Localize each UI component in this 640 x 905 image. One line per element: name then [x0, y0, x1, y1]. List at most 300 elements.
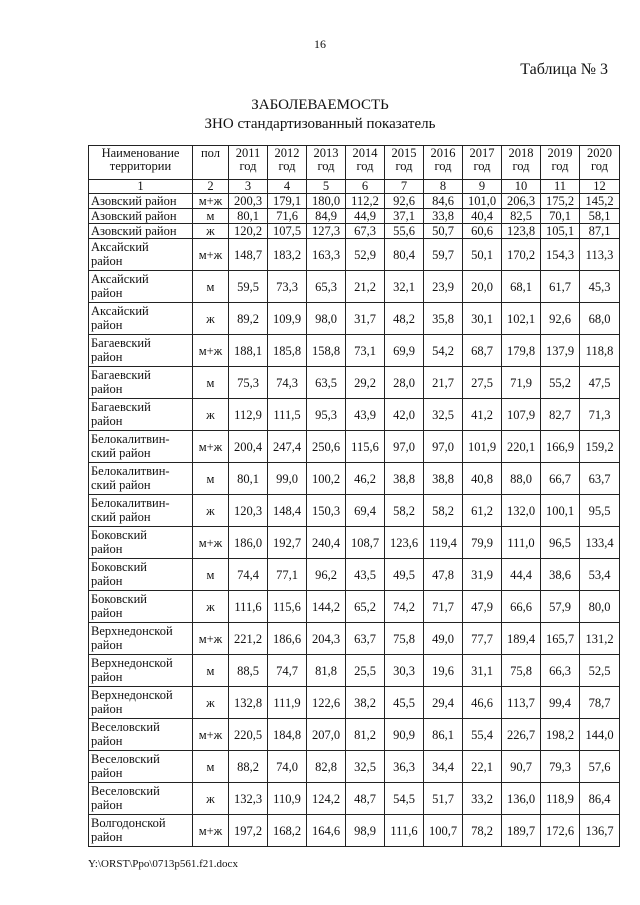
territory-name-line: Азовский район: [91, 194, 177, 208]
value-cell: 92,6: [541, 303, 580, 335]
value-cell: 32,1: [385, 271, 424, 303]
value-cell: 31,1: [463, 655, 502, 687]
value-cell: 119,4: [424, 527, 463, 559]
document-subtitle: ЗНО стандартизованный показатель: [204, 116, 436, 132]
column-header: [193, 146, 229, 180]
value-cell: 99,4: [541, 687, 580, 719]
column-header: [89, 146, 193, 180]
value-cell: 111,0: [502, 527, 541, 559]
value-cell: 101,0: [463, 194, 502, 209]
column-header-line: год: [551, 159, 569, 173]
value-cell: 110,9: [268, 783, 307, 815]
territory-name-line: район: [91, 830, 123, 844]
value-cell: 144,2: [307, 591, 346, 623]
value-cell: 186,6: [268, 623, 307, 655]
value-cell: 131,2: [580, 623, 620, 655]
value-cell: 113,3: [580, 239, 620, 271]
territory-name-line: район: [91, 670, 123, 684]
value-cell: 220,5: [229, 719, 268, 751]
value-cell: 74,0: [268, 751, 307, 783]
column-header-line: год: [434, 159, 452, 173]
value-cell: 90,9: [385, 719, 424, 751]
table-row: [89, 527, 620, 559]
value-cell: 59,7: [424, 239, 463, 271]
column-number: 9: [463, 180, 502, 194]
column-header-line: 2019: [547, 146, 573, 160]
value-cell: 164,6: [307, 815, 346, 847]
territory-name-line: Боковский: [91, 592, 147, 606]
value-cell: 82,7: [541, 399, 580, 431]
value-cell: 47,9: [463, 591, 502, 623]
value-cell: 197,2: [229, 815, 268, 847]
value-cell: 67,3: [346, 224, 385, 239]
territory-name-line: Аксайский: [91, 240, 149, 254]
value-cell: 48,7: [346, 783, 385, 815]
value-cell: 124,2: [307, 783, 346, 815]
value-cell: 145,2: [580, 194, 620, 209]
value-cell: 38,8: [424, 463, 463, 495]
column-header: [463, 146, 502, 180]
territory-name-line: Багаевский: [91, 336, 151, 350]
sex-cell: м: [193, 655, 229, 687]
column-number: 4: [268, 180, 307, 194]
value-cell: 220,1: [502, 431, 541, 463]
value-cell: 115,6: [346, 431, 385, 463]
value-cell: 69,4: [346, 495, 385, 527]
value-cell: 70,1: [541, 209, 580, 224]
value-cell: 30,3: [385, 655, 424, 687]
sex-cell: м: [193, 559, 229, 591]
value-cell: 123,8: [502, 224, 541, 239]
value-cell: 60,6: [463, 224, 502, 239]
value-cell: 86,4: [580, 783, 620, 815]
sex-cell: м: [193, 271, 229, 303]
value-cell: 132,3: [229, 783, 268, 815]
value-cell: 80,4: [385, 239, 424, 271]
value-cell: 179,1: [268, 194, 307, 209]
value-cell: 44,9: [346, 209, 385, 224]
value-cell: 111,6: [385, 815, 424, 847]
sex-cell: ж: [193, 591, 229, 623]
column-header-line: год: [317, 159, 335, 173]
value-cell: 183,2: [268, 239, 307, 271]
value-cell: 57,6: [580, 751, 620, 783]
table-row: [89, 399, 620, 431]
value-cell: 22,1: [463, 751, 502, 783]
value-cell: 74,4: [229, 559, 268, 591]
table-row: [89, 623, 620, 655]
column-number: 1: [89, 180, 193, 194]
value-cell: 53,4: [580, 559, 620, 591]
value-cell: 88,2: [229, 751, 268, 783]
value-cell: 43,5: [346, 559, 385, 591]
column-number: 3: [229, 180, 268, 194]
sex-cell: м+ж: [193, 527, 229, 559]
column-header-line: пол: [200, 146, 220, 160]
value-cell: 95,5: [580, 495, 620, 527]
sex-cell: ж: [193, 783, 229, 815]
value-cell: 36,3: [385, 751, 424, 783]
sex-cell: м+ж: [193, 335, 229, 367]
territory-name: [89, 815, 193, 847]
value-cell: 55,4: [463, 719, 502, 751]
table-row: [89, 367, 620, 399]
sex-cell: м: [193, 209, 229, 224]
column-header-line: год: [356, 159, 374, 173]
value-cell: 71,7: [424, 591, 463, 623]
value-cell: 158,8: [307, 335, 346, 367]
value-cell: 96,2: [307, 559, 346, 591]
territory-name-line: район: [91, 606, 123, 620]
value-cell: 37,1: [385, 209, 424, 224]
value-cell: 43,9: [346, 399, 385, 431]
value-cell: 172,6: [541, 815, 580, 847]
value-cell: 107,9: [502, 399, 541, 431]
table-row: [89, 815, 620, 847]
value-cell: 27,5: [463, 367, 502, 399]
value-cell: 42,0: [385, 399, 424, 431]
value-cell: 240,4: [307, 527, 346, 559]
sex-cell: м+ж: [193, 194, 229, 209]
column-header-line: 2016: [430, 146, 456, 160]
value-cell: 159,2: [580, 431, 620, 463]
value-cell: 54,2: [424, 335, 463, 367]
value-cell: 112,2: [346, 194, 385, 209]
value-cell: 23,9: [424, 271, 463, 303]
value-cell: 49,5: [385, 559, 424, 591]
value-cell: 66,7: [541, 463, 580, 495]
value-cell: 112,9: [229, 399, 268, 431]
value-cell: 63,7: [580, 463, 620, 495]
territory-name-line: район: [91, 254, 123, 268]
value-cell: 133,4: [580, 527, 620, 559]
value-cell: 29,4: [424, 687, 463, 719]
territory-name-line: Верхнедонской: [91, 624, 173, 638]
territory-name: [89, 399, 193, 431]
value-cell: 132,8: [229, 687, 268, 719]
value-cell: 122,6: [307, 687, 346, 719]
table-row: [89, 463, 620, 495]
value-cell: 132,0: [502, 495, 541, 527]
column-header: [502, 146, 541, 180]
value-cell: 63,7: [346, 623, 385, 655]
sex-cell: ж: [193, 495, 229, 527]
value-cell: 88,5: [229, 655, 268, 687]
value-cell: 118,9: [541, 783, 580, 815]
table-row: [89, 224, 620, 239]
value-cell: 46,2: [346, 463, 385, 495]
value-cell: 185,8: [268, 335, 307, 367]
column-header: [307, 146, 346, 180]
value-cell: 65,2: [346, 591, 385, 623]
column-number: 10: [502, 180, 541, 194]
value-cell: 45,5: [385, 687, 424, 719]
sex-cell: ж: [193, 399, 229, 431]
value-cell: 111,9: [268, 687, 307, 719]
value-cell: 80,1: [229, 463, 268, 495]
value-cell: 63,5: [307, 367, 346, 399]
territory-name-line: Веселовский: [91, 720, 160, 734]
territory-name-line: ский район: [91, 478, 151, 492]
territory-name-line: Боковский: [91, 528, 147, 542]
value-cell: 100,7: [424, 815, 463, 847]
sex-cell: м+ж: [193, 239, 229, 271]
value-cell: 65,3: [307, 271, 346, 303]
territory-name: [89, 623, 193, 655]
value-cell: 61,2: [463, 495, 502, 527]
value-cell: 250,6: [307, 431, 346, 463]
value-cell: 99,0: [268, 463, 307, 495]
value-cell: 50,1: [463, 239, 502, 271]
column-header: [268, 146, 307, 180]
territory-name: [89, 655, 193, 687]
value-cell: 47,8: [424, 559, 463, 591]
value-cell: 136,0: [502, 783, 541, 815]
value-cell: 89,2: [229, 303, 268, 335]
sex-cell: м: [193, 751, 229, 783]
column-header: [541, 146, 580, 180]
value-cell: 74,2: [385, 591, 424, 623]
value-cell: 19,6: [424, 655, 463, 687]
value-cell: 186,0: [229, 527, 268, 559]
value-cell: 61,7: [541, 271, 580, 303]
value-cell: 54,5: [385, 783, 424, 815]
table-row: [89, 303, 620, 335]
value-cell: 30,1: [463, 303, 502, 335]
value-cell: 80,0: [580, 591, 620, 623]
value-cell: 79,9: [463, 527, 502, 559]
column-header-line: 2018: [508, 146, 534, 160]
value-cell: 120,2: [229, 224, 268, 239]
column-number: 12: [580, 180, 620, 194]
territory-name-line: ский район: [91, 446, 151, 460]
value-cell: 82,8: [307, 751, 346, 783]
table-row: [89, 194, 620, 209]
territory-name-line: район: [91, 542, 123, 556]
territory-name-line: район: [91, 318, 123, 332]
column-header-line: год: [473, 159, 491, 173]
column-header-line: 2013: [313, 146, 339, 160]
territory-name: [89, 224, 193, 239]
territory-name: [89, 303, 193, 335]
sex-cell: м+ж: [193, 815, 229, 847]
territory-name: [89, 463, 193, 495]
territory-name-line: ский район: [91, 510, 151, 524]
value-cell: 90,7: [502, 751, 541, 783]
table-row: [89, 335, 620, 367]
sex-cell: ж: [193, 224, 229, 239]
territory-name: [89, 194, 193, 209]
value-cell: 74,3: [268, 367, 307, 399]
sex-cell: ж: [193, 687, 229, 719]
value-cell: 97,0: [385, 431, 424, 463]
column-header-line: год: [395, 159, 413, 173]
value-cell: 148,4: [268, 495, 307, 527]
column-header-line: Наименование: [101, 146, 180, 160]
value-cell: 79,3: [541, 751, 580, 783]
value-cell: 98,0: [307, 303, 346, 335]
value-cell: 226,7: [502, 719, 541, 751]
territory-name-line: район: [91, 286, 123, 300]
sex-cell: м: [193, 367, 229, 399]
value-cell: 38,8: [385, 463, 424, 495]
value-cell: 58,2: [424, 495, 463, 527]
territory-name-line: Белокалитвин-: [91, 496, 170, 510]
value-cell: 71,3: [580, 399, 620, 431]
sex-cell: ж: [193, 303, 229, 335]
value-cell: 68,1: [502, 271, 541, 303]
value-cell: 66,6: [502, 591, 541, 623]
territory-name-line: Веселовский: [91, 752, 160, 766]
territory-name: [89, 367, 193, 399]
value-cell: 48,2: [385, 303, 424, 335]
column-number: 2: [193, 180, 229, 194]
value-cell: 33,2: [463, 783, 502, 815]
value-cell: 20,0: [463, 271, 502, 303]
territory-name: [89, 527, 193, 559]
table-row: [89, 495, 620, 527]
territory-name-line: Верхнедонской: [91, 656, 173, 670]
value-cell: 168,2: [268, 815, 307, 847]
value-cell: 123,6: [385, 527, 424, 559]
value-cell: 28,0: [385, 367, 424, 399]
value-cell: 166,9: [541, 431, 580, 463]
value-cell: 68,0: [580, 303, 620, 335]
value-cell: 25,5: [346, 655, 385, 687]
value-cell: 113,7: [502, 687, 541, 719]
value-cell: 221,2: [229, 623, 268, 655]
value-cell: 192,7: [268, 527, 307, 559]
value-cell: 73,1: [346, 335, 385, 367]
value-cell: 58,2: [385, 495, 424, 527]
value-cell: 115,6: [268, 591, 307, 623]
value-cell: 34,4: [424, 751, 463, 783]
territory-name-line: Белокалитвин-: [91, 432, 170, 446]
value-cell: 75,3: [229, 367, 268, 399]
sex-cell: м+ж: [193, 623, 229, 655]
territory-name-line: Аксайский: [91, 304, 149, 318]
territory-name-line: Верхнедонской: [91, 688, 173, 702]
value-cell: 87,1: [580, 224, 620, 239]
value-cell: 180,0: [307, 194, 346, 209]
value-cell: 51,7: [424, 783, 463, 815]
value-cell: 98,9: [346, 815, 385, 847]
value-cell: 40,4: [463, 209, 502, 224]
value-cell: 59,5: [229, 271, 268, 303]
territory-name: [89, 431, 193, 463]
territory-name-line: Белокалитвин-: [91, 464, 170, 478]
value-cell: 32,5: [424, 399, 463, 431]
column-number-row: [89, 180, 620, 194]
value-cell: 137,9: [541, 335, 580, 367]
value-cell: 21,2: [346, 271, 385, 303]
value-cell: 78,7: [580, 687, 620, 719]
value-cell: 55,6: [385, 224, 424, 239]
value-cell: 52,5: [580, 655, 620, 687]
column-header-line: территории: [109, 159, 172, 173]
value-cell: 80,1: [229, 209, 268, 224]
value-cell: 46,6: [463, 687, 502, 719]
value-cell: 111,6: [229, 591, 268, 623]
table-row: [89, 783, 620, 815]
territory-name: [89, 719, 193, 751]
value-cell: 50,7: [424, 224, 463, 239]
territory-name-line: Аксайский: [91, 272, 149, 286]
territory-name: [89, 239, 193, 271]
value-cell: 97,0: [424, 431, 463, 463]
value-cell: 170,2: [502, 239, 541, 271]
column-number: 5: [307, 180, 346, 194]
value-cell: 127,3: [307, 224, 346, 239]
value-cell: 81,8: [307, 655, 346, 687]
value-cell: 86,1: [424, 719, 463, 751]
value-cell: 77,7: [463, 623, 502, 655]
value-cell: 120,3: [229, 495, 268, 527]
value-cell: 74,7: [268, 655, 307, 687]
column-header-line: 2011: [235, 146, 261, 160]
column-number: 7: [385, 180, 424, 194]
territory-name-line: район: [91, 574, 123, 588]
value-cell: 73,3: [268, 271, 307, 303]
value-cell: 31,7: [346, 303, 385, 335]
value-cell: 100,1: [541, 495, 580, 527]
territory-name-line: район: [91, 414, 123, 428]
value-cell: 88,0: [502, 463, 541, 495]
value-cell: 71,9: [502, 367, 541, 399]
value-cell: 32,5: [346, 751, 385, 783]
value-cell: 35,8: [424, 303, 463, 335]
sex-cell: м+ж: [193, 431, 229, 463]
territory-name-line: Багаевский: [91, 368, 151, 382]
territory-name-line: Боковский: [91, 560, 147, 574]
value-cell: 66,3: [541, 655, 580, 687]
table-row: [89, 209, 620, 224]
value-cell: 206,3: [502, 194, 541, 209]
column-header-line: год: [512, 159, 530, 173]
column-header-line: 2020: [587, 146, 612, 160]
value-cell: 71,6: [268, 209, 307, 224]
column-number: 8: [424, 180, 463, 194]
column-header: [580, 146, 620, 180]
value-cell: 38,6: [541, 559, 580, 591]
value-cell: 207,0: [307, 719, 346, 751]
table-row: [89, 431, 620, 463]
territory-name: [89, 783, 193, 815]
sex-cell: м: [193, 463, 229, 495]
value-cell: 189,7: [502, 815, 541, 847]
territory-name: [89, 687, 193, 719]
column-header: [424, 146, 463, 180]
value-cell: 108,7: [346, 527, 385, 559]
value-cell: 188,1: [229, 335, 268, 367]
column-header: [229, 146, 268, 180]
column-header: [385, 146, 424, 180]
value-cell: 38,2: [346, 687, 385, 719]
value-cell: 200,4: [229, 431, 268, 463]
value-cell: 102,1: [502, 303, 541, 335]
value-cell: 96,5: [541, 527, 580, 559]
value-cell: 136,7: [580, 815, 620, 847]
value-cell: 198,2: [541, 719, 580, 751]
territory-name-line: Багаевский: [91, 400, 151, 414]
value-cell: 92,6: [385, 194, 424, 209]
value-cell: 40,8: [463, 463, 502, 495]
territory-name-line: район: [91, 638, 123, 652]
territory-name-line: район: [91, 702, 123, 716]
table-row: [89, 719, 620, 751]
column-header-line: 2015: [391, 146, 417, 160]
page-number: 16: [314, 37, 326, 51]
